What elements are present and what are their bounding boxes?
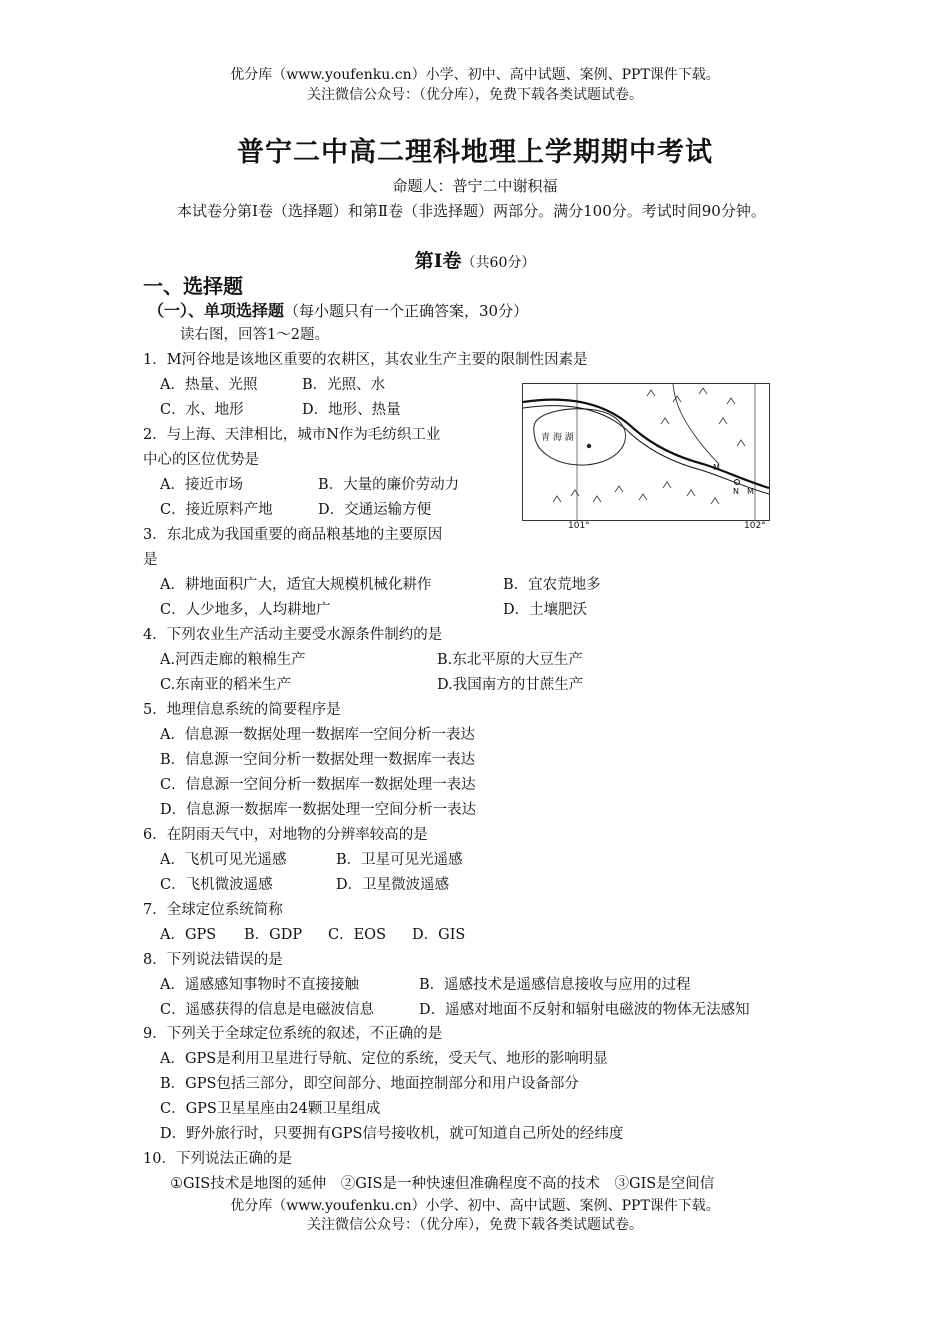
- subsection-heading: [148, 298, 528, 321]
- q4-option-b: B.东北平原的大豆生产: [437, 652, 583, 668]
- q9-option-d: D．野外旅行时，只要拥有GPS信号接收机，就可知道自己所处的经纬度: [160, 1126, 624, 1142]
- q4-options-row-2: [160, 673, 583, 694]
- q1-options-row-1: [160, 373, 385, 394]
- longitude-label-right: 102°: [744, 521, 766, 531]
- q7-stem: 7．全球定位系统简称: [143, 902, 283, 918]
- q6-option-d: D．卫星微波遥感: [336, 877, 450, 893]
- q3-options-row-1: [160, 573, 601, 594]
- mountain-symbols: [553, 388, 745, 504]
- q10-stem: 10．下列说法正确的是: [143, 1151, 292, 1167]
- q3-option-d: D．土壤肥沃: [503, 602, 588, 618]
- intro-paragraph: 本试卷分第Ⅰ卷（选择题）和第Ⅱ卷（非选择题）两部分。满分100分。考试时间90分钟。: [177, 202, 766, 220]
- page-title: 普宁二中高二理科地理上学期期中考试: [237, 137, 713, 168]
- q5-option-d: D．信息源一数据库一数据处理一空间分析一表达: [160, 802, 477, 818]
- q9-option-b: B．GPS包括三部分，即空间部分、地面控制部分和用户设备部分: [160, 1076, 579, 1092]
- q8-option-b: B．遥感技术是遥感信息接收与应用的过程: [419, 977, 691, 993]
- q4-option-c: C.东南亚的稻米生产: [160, 677, 292, 693]
- footer-line-2: 关注微信公众号：（优分库），免费下载各类试题试卷。: [307, 1217, 643, 1233]
- longitude-label-left: 101°: [568, 521, 590, 531]
- q8-options-row-2: [160, 998, 750, 1019]
- q7-option-b: B．GDP: [244, 927, 303, 943]
- q6-options-row-2: [160, 873, 449, 894]
- q9-option-a: A．GPS是利用卫星进行导航、定位的系统，受天气、地形的影响明显: [160, 1051, 608, 1067]
- volume-title: 第Ⅰ卷: [414, 250, 462, 272]
- q6-stem: 6．在阴雨天气中，对地物的分辨率较高的是: [143, 827, 428, 843]
- q1-option-d: D．地形、热量: [302, 402, 401, 418]
- q8-option-c: C．遥感获得的信息是电磁波信息: [160, 1002, 375, 1018]
- q4-option-d: D.我国南方的甘蔗生产: [437, 677, 584, 693]
- volume-heading: [0, 246, 950, 273]
- q1-option-a: A．热量、光照: [160, 377, 258, 393]
- q3-option-b: B．宜农荒地多: [503, 577, 601, 593]
- q2-options-row-2: [160, 498, 431, 519]
- q2-options-row-1: [160, 473, 459, 494]
- map-label-m2: M: [747, 487, 754, 496]
- q8-options-row-1: [160, 973, 691, 994]
- q2-option-c: C．接近原料产地: [160, 502, 273, 518]
- q1-option-b: B．光照、水: [302, 377, 386, 393]
- q2-option-b: B．大量的廉价劳动力: [318, 477, 460, 493]
- q8-option-d: D．遥感对地面不反射和辐射电磁波的物体无法感知: [419, 1002, 750, 1018]
- header-line-2: 关注微信公众号：（优分库），免费下载各类试题试卷。: [307, 87, 643, 103]
- q10-statements: ①GIS技术是地图的延伸 ②GIS是一种快速但准确程度不高的技术 ③GIS是空间信: [170, 1176, 715, 1192]
- q5-option-c: C．信息源一空间分析一数据库一数据处理一表达: [160, 777, 476, 793]
- footer-line-1: 优分库（www.youfenku.cn）小学、初中、高中试题、案例、PPT课件下载。: [230, 1198, 720, 1214]
- q1-options-row-2: [160, 398, 401, 419]
- map-label-n: N: [733, 487, 739, 496]
- q4-stem: 4．下列农业生产活动主要受水源条件制约的是: [143, 627, 443, 643]
- q6-option-c: C．飞机微波遥感: [160, 877, 273, 893]
- q2-option-d: D．交通运输方便: [318, 502, 432, 518]
- q6-option-a: A．飞机可见光遥感: [160, 852, 287, 868]
- q7-options-row: [160, 923, 465, 944]
- q8-stem: 8．下列说法错误的是: [143, 952, 283, 968]
- q5-stem: 5．地理信息系统的简要程序是: [143, 702, 341, 718]
- q4-options-row-1: [160, 648, 583, 669]
- q6-options-row-1: [160, 848, 463, 869]
- map-drawing: [523, 384, 769, 520]
- subsection-note: （每小题只有一个正确答案，30分）: [284, 302, 529, 320]
- q7-option-d: D．GIS: [412, 927, 466, 943]
- map-frame: [522, 383, 770, 521]
- volume-sub: （共60分）: [461, 255, 536, 271]
- q3-stem-line-1: 3．东北成为我国重要的商品粮基地的主要原因: [143, 527, 443, 543]
- q3-options-row-2: [160, 598, 587, 619]
- railway-line: [523, 400, 769, 488]
- q8-option-a: A．遥感感知事物时不直接接触: [160, 977, 359, 993]
- read-map-instruction: 读右图，回答1～2题。: [180, 327, 329, 343]
- q3-stem-line-2: 是: [143, 552, 158, 568]
- header-line-1: 优分库（www.youfenku.cn）小学、初中、高中试题、案例、PPT课件下载。: [230, 67, 720, 83]
- q1-option-c: C．水、地形: [160, 402, 244, 418]
- q2-stem-line-2: 中心的区位优势是: [143, 452, 259, 468]
- lake-label: 青 海 湖: [541, 433, 574, 443]
- q5-option-a: A．信息源一数据处理一数据库一空间分析一表达: [160, 727, 475, 743]
- q4-option-a: A.河西走廊的粮棉生产: [160, 652, 306, 668]
- subsection-title: （一）、单项选择题: [148, 301, 285, 320]
- q2-stem-line-1: 2．与上海、天津相比，城市N作为毛纺织工业: [143, 427, 441, 443]
- map-figure: [522, 383, 770, 533]
- q6-option-b: B．卫星可见光遥感: [336, 852, 463, 868]
- section-heading: 一、选择题: [143, 274, 243, 298]
- map-label-m1: M: [713, 463, 720, 472]
- q2-option-a: A．接近市场: [160, 477, 243, 493]
- q7-option-a: A．GPS: [160, 927, 217, 943]
- road-line: [523, 406, 769, 494]
- island-dot: [587, 444, 591, 448]
- q9-stem: 9．下列关于全球定位系统的叙述，不正确的是: [143, 1026, 443, 1042]
- q3-option-a: A．耕地面积广大，适宜大规模机械化耕作: [160, 577, 432, 593]
- q3-option-c: C．人少地多，人均耕地广: [160, 602, 331, 618]
- q1-stem: 1．M河谷地是该地区重要的农耕区，其农业生产主要的限制性因素是: [143, 352, 588, 368]
- q5-option-b: B．信息源一空间分析一数据处理一数据库一表达: [160, 752, 476, 768]
- q7-option-c: C．EOS: [328, 927, 386, 943]
- author-line: 命题人：普宁二中谢积福: [392, 177, 558, 195]
- q9-option-c: C．GPS卫星星座由24颗卫星组成: [160, 1101, 381, 1117]
- river-line: [673, 384, 719, 464]
